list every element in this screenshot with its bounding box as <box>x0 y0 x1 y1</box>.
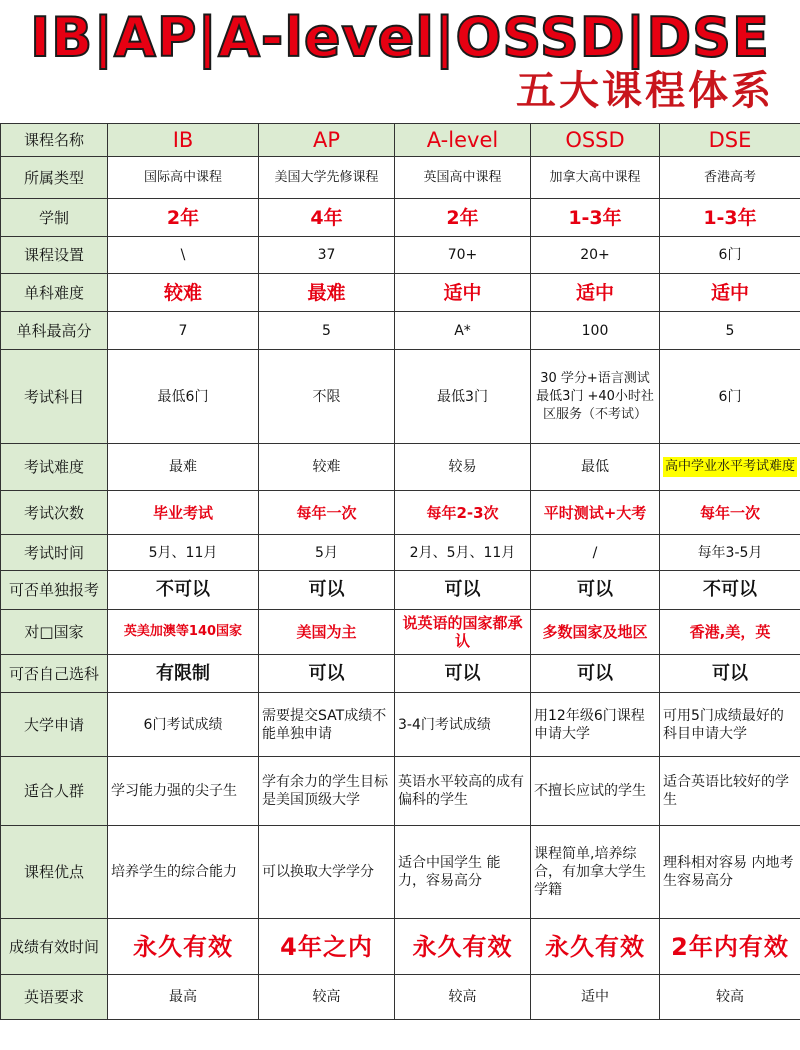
table-cell: 6门 <box>660 237 800 274</box>
table-cell: 2年 <box>108 199 259 237</box>
table-cell: 不限 <box>259 350 395 444</box>
table-cell: 适中 <box>531 274 660 312</box>
row-label: 考试科目 <box>1 350 108 444</box>
table-cell: 可以 <box>660 655 800 693</box>
table-cell: 美国大学先修课程 <box>259 157 395 199</box>
table-cell: 2年 <box>395 199 531 237</box>
table-cell: 最低6门 <box>108 350 259 444</box>
table-cell: 较难 <box>108 274 259 312</box>
table-cell: 香港高考 <box>660 157 800 199</box>
table-cell: 37 <box>259 237 395 274</box>
table-cell: 不可以 <box>660 571 800 610</box>
table-cell: 2月、5月、11月 <box>395 535 531 571</box>
table-cell: 香港,美，英 <box>660 610 800 655</box>
table-row <box>1 491 800 535</box>
row-label: 考试次数 <box>1 491 108 535</box>
poster-header <box>0 0 800 123</box>
table-row <box>1 312 800 350</box>
table-cell: 适中 <box>395 274 531 312</box>
table-cell: 1-3年 <box>660 199 800 237</box>
row-label: 可否单独报考 <box>1 571 108 610</box>
table-cell: 需要提交SAT成绩不能单独申请 <box>259 693 395 757</box>
table-cell: 永久有效 <box>108 919 259 975</box>
row-label: 成绩有效时间 <box>1 919 108 975</box>
table-row <box>1 350 800 444</box>
table-cell: 国际高中课程 <box>108 157 259 199</box>
table-cell: 最低3门 <box>395 350 531 444</box>
table-cell: 永久有效 <box>395 919 531 975</box>
table-cell: 最高 <box>108 975 259 1020</box>
table-cell: 不可以 <box>108 571 259 610</box>
row-label: 单科难度 <box>1 274 108 312</box>
highlighted-text: 高中学业水平考试难度 <box>663 457 797 477</box>
table-cell: 美国为主 <box>259 610 395 655</box>
table-row <box>1 535 800 571</box>
table-cell: 加拿大高中课程 <box>531 157 660 199</box>
table-cell: 可用5门成绩最好的科目申请大学 <box>660 693 800 757</box>
table-cell: 不擅长应试的学生 <box>531 757 660 826</box>
table-cell: 永久有效 <box>531 919 660 975</box>
course-ossd: OSSD <box>531 124 660 157</box>
table-cell: 较难 <box>259 444 395 491</box>
table-cell: 英国高中课程 <box>395 157 531 199</box>
table-cell: 每年2-3次 <box>395 491 531 535</box>
table-cell: 适中 <box>660 274 800 312</box>
table-cell: 课程简单,培养综合，有加拿大学生学籍 <box>531 826 660 919</box>
table-row <box>1 919 800 975</box>
row-label: 可否自己选科 <box>1 655 108 693</box>
table-cell: 较易 <box>395 444 531 491</box>
row-label: 课程优点 <box>1 826 108 919</box>
table-cell: 可以换取大学学分 <box>259 826 395 919</box>
table-cell: 较高 <box>259 975 395 1020</box>
row-label: 所属类型 <box>1 157 108 199</box>
table-cell: 每年3-5月 <box>660 535 800 571</box>
course-ap: AP <box>259 124 395 157</box>
table-cell: 5月 <box>259 535 395 571</box>
table-cell <box>660 444 800 491</box>
table-row <box>1 199 800 237</box>
table-cell: 20+ <box>531 237 660 274</box>
table-cell: 可以 <box>395 571 531 610</box>
table-cell: 最难 <box>108 444 259 491</box>
table-cell: 30 学分+语言测试 最低3门 +40小时社区服务（不考试） <box>531 350 660 444</box>
table-cell: 5 <box>660 312 800 350</box>
row-label: 大学申请 <box>1 693 108 757</box>
table-cell: 每年一次 <box>660 491 800 535</box>
table-row <box>1 571 800 610</box>
subtitle: 五大课程体系 <box>516 67 774 114</box>
table-cell: 100 <box>531 312 660 350</box>
table-cell: 1-3年 <box>531 199 660 237</box>
row-label: 单科最高分 <box>1 312 108 350</box>
row-label: 考试难度 <box>1 444 108 491</box>
table-cell: 4年之内 <box>259 919 395 975</box>
table-cell: 2年内有效 <box>660 919 800 975</box>
table-cell: 可以 <box>531 655 660 693</box>
table-cell: 较高 <box>395 975 531 1020</box>
table-row <box>1 274 800 312</box>
table-cell: 多数国家及地区 <box>531 610 660 655</box>
table-cell: A* <box>395 312 531 350</box>
table-cell: 5 <box>259 312 395 350</box>
table-cell: 可以 <box>259 571 395 610</box>
table-cell: 最低 <box>531 444 660 491</box>
table-cell: 每年一次 <box>259 491 395 535</box>
table-cell: 英语水平较高的成有偏科的学生 <box>395 757 531 826</box>
table-cell: 适合英语比较好的学生 <box>660 757 800 826</box>
table-cell: 适合中国学生 能力，容易高分 <box>395 826 531 919</box>
table-row <box>1 157 800 199</box>
table-cell: 有限制 <box>108 655 259 693</box>
row-label: 对□国家 <box>1 610 108 655</box>
table-row <box>1 693 800 757</box>
table-cell: 3-4门考试成绩 <box>395 693 531 757</box>
table-cell: 学有余力的学生目标是美国顶级大学 <box>259 757 395 826</box>
table-cell: 适中 <box>531 975 660 1020</box>
table-row <box>1 610 800 655</box>
course-dse: DSE <box>660 124 800 157</box>
table-cell: 平时测试+大考 <box>531 491 660 535</box>
table-row <box>1 826 800 919</box>
table-cell: 可以 <box>395 655 531 693</box>
row-label: 考试时间 <box>1 535 108 571</box>
table-row <box>1 237 800 274</box>
table-cell: \ <box>108 237 259 274</box>
table-cell: 最难 <box>259 274 395 312</box>
table-cell: 理科相对容易 内地考生容易高分 <box>660 826 800 919</box>
table-cell: 英美加澳等140国家 <box>108 610 259 655</box>
table-cell: 用12年级6门课程申请大学 <box>531 693 660 757</box>
main-title: IB|AP|A-level|OSSD|DSE <box>30 6 770 69</box>
table-cell: 4年 <box>259 199 395 237</box>
table-cell: 毕业考试 <box>108 491 259 535</box>
row-label: 课程设置 <box>1 237 108 274</box>
table-cell: 可以 <box>259 655 395 693</box>
table-row <box>1 757 800 826</box>
row-label: 学制 <box>1 199 108 237</box>
table-cell: 5月、11月 <box>108 535 259 571</box>
table-cell: / <box>531 535 660 571</box>
table-cell: 说英语的国家都承认 <box>395 610 531 655</box>
row-label: 适合人群 <box>1 757 108 826</box>
course-a-level: A-level <box>395 124 531 157</box>
table-cell: 6门考试成绩 <box>108 693 259 757</box>
table-cell: 学习能力强的尖子生 <box>108 757 259 826</box>
column-header-label: 课程名称 <box>1 124 108 157</box>
table-row <box>1 655 800 693</box>
table-cell: 培养学生的综合能力 <box>108 826 259 919</box>
comparison-table <box>0 123 800 1020</box>
table-cell: 7 <box>108 312 259 350</box>
table-cell: 可以 <box>531 571 660 610</box>
table-cell: 70+ <box>395 237 531 274</box>
header-row <box>1 124 800 157</box>
course-ib: IB <box>108 124 259 157</box>
table-cell: 较高 <box>660 975 800 1020</box>
row-label: 英语要求 <box>1 975 108 1020</box>
table-row <box>1 975 800 1020</box>
table-cell: 6门 <box>660 350 800 444</box>
table-row <box>1 444 800 491</box>
